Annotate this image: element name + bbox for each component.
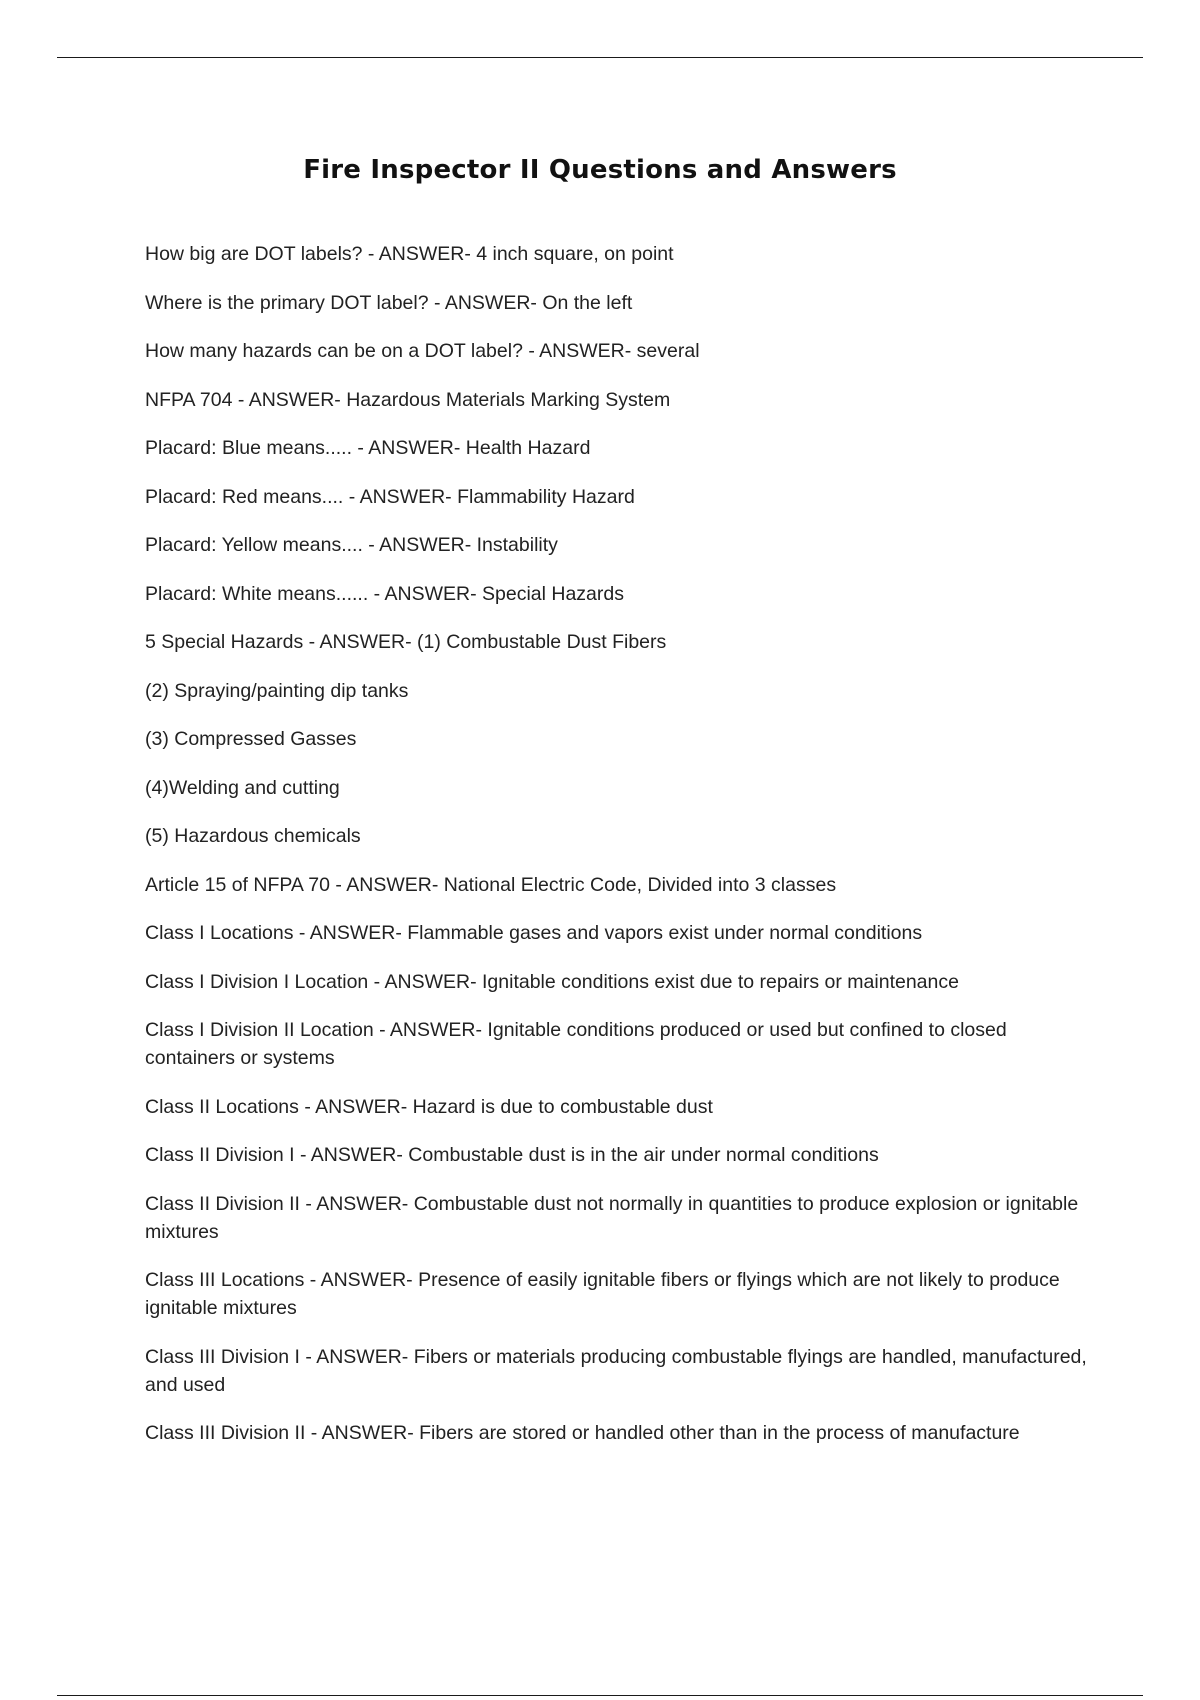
qa-item: Article 15 of NFPA 70 - ANSWER- National Electric Code, Divided into 3 classes [145, 873, 837, 896]
top-divider [57, 57, 1143, 58]
qa-item: Class II Division I - ANSWER- Combustable dust is in the air under normal conditions [145, 1144, 879, 1166]
qa-item: (2) Spraying/painting dip tanks [145, 679, 409, 702]
qa-list [145, 240, 1090, 1468]
page-title: Fire Inspector II Questions and Answers [303, 155, 897, 186]
qa-item: Class I Division II Location - ANSWER- Ignitable conditions produced or used but confined to closed containers or systems [145, 1019, 1007, 1069]
qa-item: (3) Compressed Gasses [145, 728, 357, 750]
qa-item: (4)Welding and cutting [145, 776, 340, 799]
qa-item: How big are DOT labels? - ANSWER- 4 inch square, on point [145, 243, 674, 265]
qa-item: Class III Division I - ANSWER- Fibers or materials producing combustable flyings are handled, manufactured, and used [145, 1345, 1087, 1396]
qa-item: Class I Division I Location - ANSWER- Ignitable conditions exist due to repairs or maintenance [145, 970, 959, 993]
qa-item: Class III Locations - ANSWER- Presence of easily ignitable fibers or flyings which are not likely to produce ignitable mixtures [145, 1269, 1060, 1319]
qa-item: Placard: White means...... - ANSWER- Special Hazards [145, 582, 624, 605]
qa-item: Where is the primary DOT label? - ANSWER- On the left [145, 291, 633, 314]
qa-item: Class I Locations - ANSWER- Flammable gases and vapors exist under normal conditions [145, 922, 923, 944]
qa-item: Placard: Yellow means.... - ANSWER- Instability [145, 534, 558, 556]
qa-item: Placard: Red means.... - ANSWER- Flammability Hazard [145, 485, 635, 508]
qa-item: Class II Division II - ANSWER- Combustable dust not normally in quantities to produce explosion or ignitable mixtures [145, 1192, 1079, 1243]
qa-item: Class III Division II - ANSWER- Fibers are stored or handled other than in the process of manufacture [145, 1422, 1020, 1444]
qa-item: (5) Hazardous chemicals [145, 825, 361, 847]
qa-item: 5 Special Hazards - ANSWER- (1) Combustable Dust Fibers [145, 631, 667, 653]
qa-item: NFPA 704 - ANSWER- Hazardous Materials Marking System [145, 388, 671, 411]
bottom-divider [57, 1695, 1143, 1696]
qa-item: How many hazards can be on a DOT label? - ANSWER- several [145, 340, 700, 362]
qa-item: Placard: Blue means..... - ANSWER- Health Hazard [145, 437, 591, 459]
qa-item: Class II Locations - ANSWER- Hazard is due to combustable dust [145, 1095, 713, 1118]
